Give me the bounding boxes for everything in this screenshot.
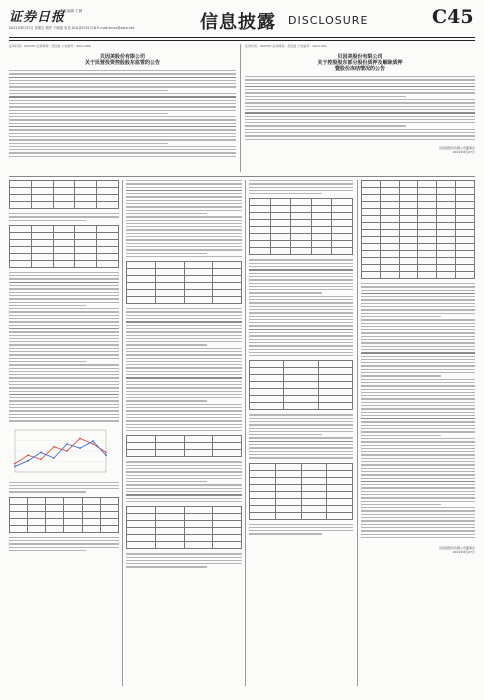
signature: 贝因美股份有限公司董事会 2021年8月27日: [438, 546, 475, 555]
chart-point: [27, 454, 29, 456]
announcement-block-2: [245, 44, 475, 172]
masthead-rule-thin: [9, 40, 475, 41]
chart-point: [53, 445, 55, 447]
chart-point: [66, 443, 68, 445]
announcement-body: [245, 76, 475, 140]
data-table-5: [126, 435, 242, 457]
chart-point: [92, 443, 94, 445]
page-number: C45: [432, 6, 474, 28]
newspaper-logo: 证券日报: [9, 10, 66, 25]
data-table-9: [249, 463, 353, 520]
data-table-7: [249, 198, 353, 255]
announcement-block-1: [9, 44, 236, 172]
column-text: [9, 272, 119, 422]
data-table-8: [249, 360, 353, 410]
column-text: [361, 283, 475, 538]
column-text: [126, 308, 242, 431]
masthead-sub: [9, 25, 134, 30]
column-3: [249, 180, 353, 686]
announcement-header: 证券代码：002570 证券简称：贝因美 公告编号：2021-061: [245, 44, 327, 48]
signature: 贝因美股份有限公司董事会 2021年8月27日: [438, 145, 475, 154]
column-divider: [245, 180, 246, 686]
chart-point: [53, 457, 55, 459]
announcement-header: 证券代码：002570 证券简称：贝因美 公告编号：2021-060: [9, 44, 91, 48]
column-divider: [122, 180, 123, 686]
column-text: [249, 414, 353, 458]
section-title: 信息披露: [200, 12, 276, 33]
data-table-3: [9, 497, 119, 533]
announcement-title-line3: 暨股份冻结情况的公告: [334, 66, 385, 72]
chart-point: [14, 462, 16, 464]
data-table-1: [9, 180, 119, 209]
announcement-title-line2: 关于控股股东部分股份质押及解除质押: [317, 60, 403, 66]
data-table-4: [126, 261, 242, 304]
section-divider: [9, 176, 475, 177]
contact-line: 制作 于晓丽 电话 010-83251716 E-mail:zmzx@zqrb.net: [45, 26, 135, 30]
masthead-meta: [60, 9, 82, 14]
column-text: [249, 180, 353, 194]
chart-point: [105, 454, 107, 456]
column-4: [361, 180, 475, 686]
masthead-rule: [9, 37, 475, 38]
announcement-title-line1: 贝因美股份有限公司: [337, 54, 383, 60]
column-2: [126, 180, 242, 686]
chart-point: [27, 459, 29, 461]
chart-point: [105, 451, 107, 453]
column-text: [249, 259, 353, 356]
column-text: [126, 180, 242, 257]
chart-point: [79, 437, 81, 439]
data-table-2: [9, 225, 119, 268]
data-table-6: [126, 506, 242, 549]
chart-point: [66, 450, 68, 452]
column-divider: [357, 180, 358, 686]
chart-point: [92, 440, 94, 442]
section-title-en: DISCLOSURE: [288, 14, 369, 27]
announcement-body: [9, 70, 236, 157]
column-divider: [240, 44, 241, 172]
announcement-title-line2: 关于民营投资控股股东监管的公告: [84, 60, 160, 66]
editor-line: 责任编辑 王撼: [60, 9, 83, 13]
line-chart: [9, 426, 109, 478]
masthead: [0, 0, 484, 48]
column-1: [9, 180, 119, 686]
chart-point: [79, 447, 81, 449]
chart-point: [40, 451, 42, 453]
announcement-title-line1: 贝因美股份有限公司: [99, 54, 145, 60]
chart-point: [40, 458, 42, 460]
issue-date: 2021年8月27日 星期五: [9, 26, 45, 30]
data-table-10: [361, 180, 475, 279]
chart-point: [14, 465, 16, 467]
chart-series-line: [15, 441, 106, 466]
